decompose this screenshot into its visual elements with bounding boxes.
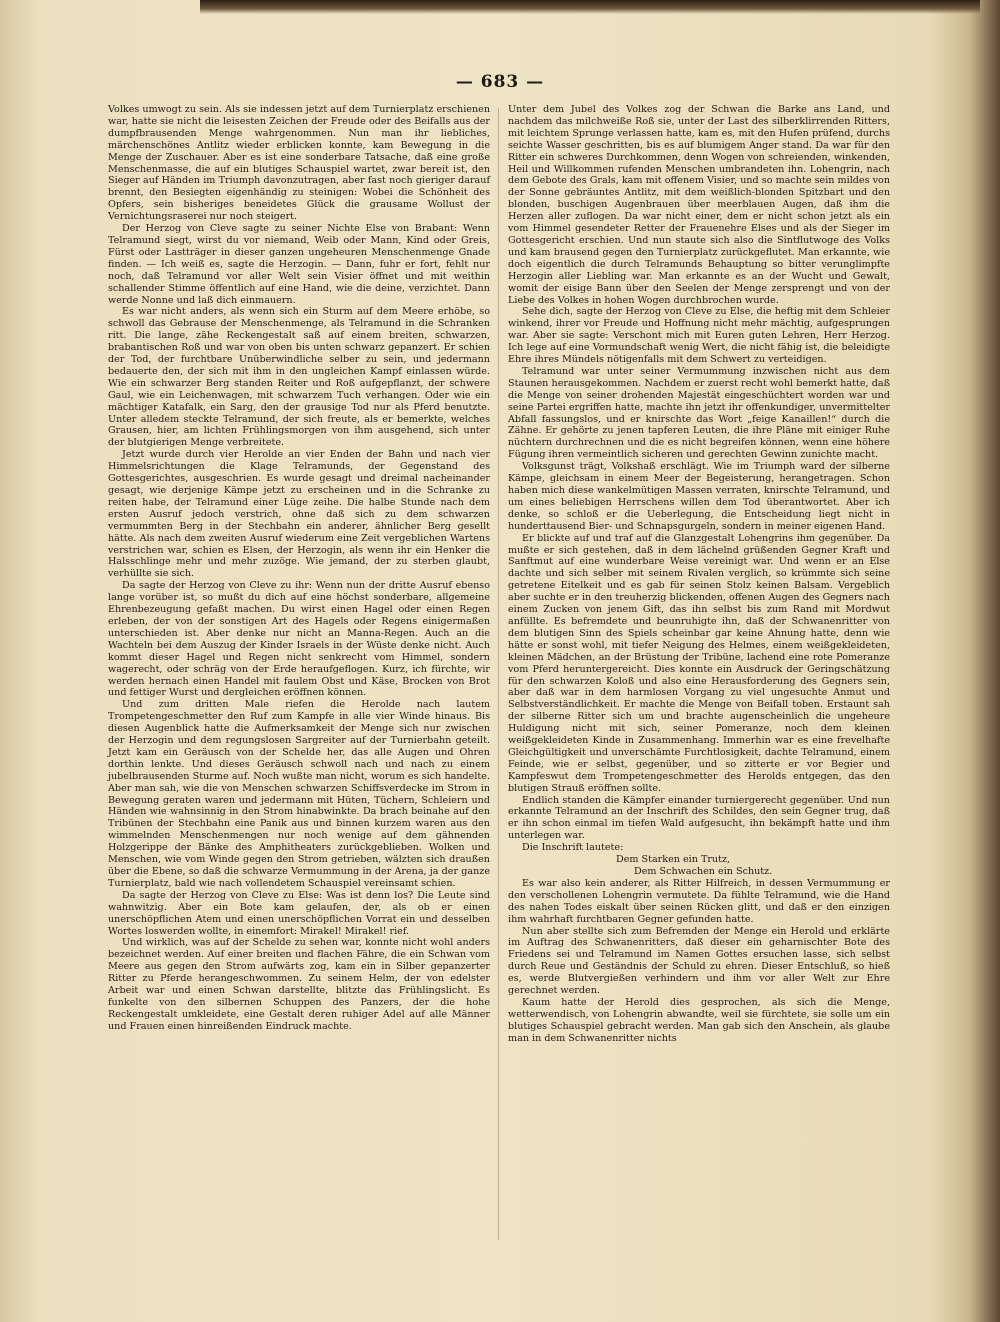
column-divider (498, 108, 499, 1240)
right-column-text-before-verse (508, 104, 890, 854)
paragraph: Der Herzog von Cleve sagte zu seiner Nichte Else von Brabant: Wenn Telramund siegt, wirst du vor niemand, Weib oder Mann, Kind oder Greis, Fürst oder Lastträger in dieser ganzen ungeheuren Menschenmenge Gnade finden. — Ich weiß es, sagte die Herzogin. — Dann, fuhr er fort, fehlt nur noch, daß Telramund vor aller Welt sein Visier öffnet und mit weithin schallender Stimme öffentlich auf eine Hand, wie die deine, verzichtet. Dann werde Nonne und laß dich einmauern. (108, 223, 490, 306)
verse-line: Dem Starken ein Trutz, (616, 854, 731, 866)
paragraph: Und wirklich, was auf der Schelde zu sehen war, konnte nicht wohl anders bezeichnet werden. Auf einer breiten und flachen Fähre, die ein Schwan vom Meere aus gegen den Strom aufwärts zog, kam ein in Silber gepanzerter Ritter zu Pferde herangeschwommen. Zu seinem Helm, der von edelster Arbeit war und einen Schwan darstellte, blitzte das Frühlingslicht. Es funkelte von den silbernen Schuppen des Panzers, der die hohe Reckengestalt umkleidete, eine Gestalt deren ruhiger Adel auf alle Männer und Frauen einen hinreißenden Eindruck machte. (108, 937, 490, 1032)
page-number: — 683 — (455, 72, 545, 92)
paragraph: Unter dem Jubel des Volkes zog der Schwan die Barke ans Land, und nachdem das milchweiße Roß sie, unter der Last des silberklirrenden Ritters, mit leichtem Sprunge verlassen hatte, kam es, mit den Hufen prüfend, durchs seichte Wasser geschritten, bis es auf blumigem Anger stand. Da war für den Ritter ein schweres Durchkommen, denn Wogen von schreienden, winkenden, Heil und Willkommen rufenden Menschen umbrandeten ihn. Lohengrin, nach dem Gebote des Grals, kam mit offenem Visier, und so machte sein mildes von der Sonne gebräuntes Antlitz, mit dem weißlich-blonden Spitzbart und den blonden, buschigen Augenbrauen über meerblauen Augen, daß ihm die Herzen aller zuflogen. Da war nicht einer, dem er nicht schon jetzt als ein vom Himmel gesendeter Retter der Frauenehre Elses und als der Sieger im Gottesgericht erschien. Und nun staute sich also die Sintflutwoge des Volks und kam brausend gegen den Turnierplatz zurückgeflutet. Man erkannte, wie doch eigentlich die durch Telramunds Behauptung so bitter verunglimpfte Herzogin aller Liebling war. Man erkannte es an der Wucht und Gewalt, womit der eisige Bann über den Seelen der Menge zersprengt und von der Liebe des Volkes in hohen Wogen durchbrochen wurde. (508, 104, 890, 306)
shield-inscription-verse (508, 854, 890, 878)
paragraph: Volkes umwogt zu sein. Als sie indessen jetzt auf dem Turnierplatz erschienen war, hatte sie nicht die leisesten Zeichen der Freude oder des Beifalls aus der dumpfbrausenden Menge wahrgenommen. Nun man ihr liebliches, märchenschönes Antlitz wieder erblicken konnte, kam Bewegung in die Menge der Zuschauer. Aber es ist eine sonderbare Tatsache, daß eine große Menschenmasse, die auf ein blutiges Schauspiel wartet, zwar bereit ist, den Sieger auf Händen im Triumph davonzutragen, aber fast noch gieriger darauf brennt, den Besiegten eigenhändig zu steinigen: Wobei die Schönheit des Opfers, sein bisheriges beneidetes Glück die grausame Wollust der Vernichtungsraserei nur noch steigert. (108, 104, 490, 223)
paragraph: Und zum dritten Male riefen die Herolde nach lautem Trompetengeschmetter den Ruf zum Kampfe in alle vier Winde hinaus. Bis diesen Augenblick hatte die Aufmerksamkeit der Menge sich nur zwischen der Herzogin und dem regungslosen Sargreiter auf der Turnierbahn geteilt. Jetzt kam ein Geräusch von der Schelde her, das alle Augen und Ohren dorthin lenkte. Und dieses Geräusch schwoll nach und nach zu einem jubelbrausenden Sturme auf. Noch wußte man nicht, worum es sich handelte. Aber man sah, wie die von Menschen schwarzen Schiffsverdecke im Strom in Bewegung geraten waren und jedermann mit Hüten, Tüchern, Schleiern und Händen wie wahnsinnig in den Strom hinabwinkte. Da brach beinahe auf den Tribünen der Stechbahn eine Panik aus und binnen kurzem waren aus den wimmelnden Menschenmengen nur noch wenige auf dem gähnenden Holzgerippe der Bänke des Amphitheaters zurückgeblieben. Wolken und Menschen, wie vom Winde gegen den Strom getrieben, wälzten sich draußen über die Ebene, so daß die schwarze Vermummung in der Arena, ja der ganze Turnierplatz, bald wie nach vollendetem Schauspiel vereinsamt schien. (108, 699, 490, 889)
right-column-text-after-verse (508, 878, 890, 1045)
paragraph: Da sagte der Herzog von Cleve zu ihr: Wenn nun der dritte Ausruf ebenso lange vorüber ist, so mußt du dich auf eine höchst sonderbare, allgemeine Ehrenbezeugung gefaßt machen. Du wirst einen Hagel oder einen Regen erleben, der von der sonstigen Art des Hagels oder Regens einigermaßen unterschieden ist. Aber denke nur nicht an Manna-Regen. Auch an die Wachteln bei dem Auszug der Kinder Israels in der Wüste denke nicht. Auch kommt dieser Hagel und Regen nicht senkrecht vom Himmel, sondern wagerecht, oder schräg von der Erde heraufgeflogen. Kurz, ich fürchte, wir werden hernach einen Handel mit faulem Obst und Käse, Brocken von Brot und fettiger Wurst und dergleichen eröffnen können. (108, 580, 490, 699)
verse-line: Dem Schwachen ein Schutz. (634, 866, 773, 877)
paragraph: Telramund war unter seiner Vermummung inzwischen nicht aus dem Staunen herausgekommen. Nachdem er zuerst recht wohl bemerkt hatte, daß die Menge von seiner drohenden Majestät eingeschüchtert worden war und seine Partei ergriffen hatte, machte ihn jetzt ihr offenkundiger, unvermittelter Abfall fassungslos, und er knirschte das Wort „feige Kanaillen!“ durch die Zähne. Er gehörte zu jenen tapferen Leuten, die ihre Pläne mit einiger Ruhe nüchtern durchrechnen und die es nicht begreifen können, wenn eine höhere Fügung ihren vermeintlich sicheren und gerechten Gewinn zunichte macht. (508, 365, 890, 461)
paragraph: Er blickte auf und traf auf die Glanzgestalt Lohengrins ihm gegenüber. Da mußte er sich gestehen, daß in dem lächelnd grüßenden Gegner Kraft und Sanftmut auf eine wunderbare Weise vereinigt war. Und wenn er an Else dachte und sich selber mit seinem Rivalen verglich, so krümmte sich seine getretene Eitelkeit und es gab für seinen Stolz keinen Balsam. Vergeblich aber suchte er in den treuherzig blickenden, offenen Augen des Gegners nach einem Zucken von jenem Gift, das ihn selbst bis zum Rand mit Mordwut anfüllte. Es befremdete und beunruhigte ihn, daß der Schwanenritter von dem blutigen Sinn des Spiels scheinbar gar keine Ahnung hatte, denn wie hätte er sonst wohl, mit tiefer Neigung des Helmes, einem weißgekleideten, kleinen Mädchen, an der Brüstung der Tribüne, lachend eine rote Pomeranze vom Pferd heruntergereicht. Dies konnte ein Ausdruck der Geringschätzung für den schwarzen Koloß und also eine Herausforderung des Gegners sein, aber daß war in dem harmlosen Vorgang zu viel ungesuchte Anmut und Selbstverständlichkeit. Er machte die Menge von Beifall toben. Erstaunt sah der silberne Ritter sich um und brachte augenscheinlich die ungeheure Huldigung nicht mit sich, seiner Pomeranze, noch dem kleinen weißgekleideten Kinde in Zusammenhang. Immerhin war es eine frevelhafte Gleichgültigkeit und unverschämte Furchtlosigkeit, dachte Telramund, einem Feinde, wie er selbst, gegenüber, und so zitterte er vor Begier und Kampfeswut dem Trompetengeschmetter des Herolds entgegen, das den blutigen Strauß eröffnen sollte. (508, 532, 890, 794)
paragraph: Es war nicht anders, als wenn sich ein Sturm auf dem Meere erhöbe, so schwoll das Gebrause der Menschenmenge, als Telramund in die Schranken ritt. Die lange, zähe Reckengestalt saß auf einem breiten, schwarzen, brabantischen Roß und war von oben bis unten schwarz gepanzert. Er schien der Tod, der furchtbare Unüberwindliche selber zu sein, und jedermann bedauerte den, der sich mit ihm in den ungleichen Kampf einlassen würde. Wie ein schwarzer Berg standen Reiter und Roß aufgepflanzt, der schwere Gaul, wie ein Leichenwagen, mit schwarzem Tuch verhangen. Oder wie ein mächtiger Katafalk, ein Sarg, den der grausige Tod nur als Pferd benutzte. Unter alledem steckte Telramund, der sich freute, als er bemerkte, welches Grausen, hier, am lichten Frühlingsmorgen von ihm ausgehend, sich unter der blutgierigen Menge verbreitete. (108, 306, 490, 449)
paragraph: Nun aber stellte sich zum Befremden der Menge ein Herold und erklärte im Auftrag des Schwanenritters, daß dieser ein geharnischter Bote des Friedens sei und Telramund im Namen Gottes ersuchen lasse, sich selbst durch Reue und Geständnis der Schuld zu ehren. Dieser Entschluß, so hieß es, werde Blutvergießen verhindern und ihm vor aller Welt zur Ehre gerechnet werden. (508, 925, 890, 997)
paragraph: Volksgunst trägt, Volkshaß erschlägt. Wie im Triumph ward der silberne Kämpe, gleichsam in einem Meer der Begeisterung, herangetragen. Schon haben mich diese wankelmütigen Massen verraten, knirschte Telramund, und um eines beliebigen Herrschens willen dem Tod überantwortet. Aber ich denke, so schloß er die Ueberlegung, die Entscheidung liegt nicht in hunderttausend Bier- und Schnapsgurgeln, sondern in meiner eigenen Hand. (508, 461, 890, 532)
paragraph: Da sagte der Herzog von Cleve zu Else: Was ist denn los? Die Leute sind wahnwitzig. Aber ein Bote kam gelaufen, der, als ob er einen unerschöpflichen Atem und einen unerschöpflichen Vorrat ein und desselben Wortes loswerden wollte, in einemfort: Mirakel! Mirakel! rief. (108, 889, 490, 937)
paragraph: Kaum hatte der Herold dies gesprochen, als sich die Menge, wetterwendisch, von Lohengrin abwandte, weil sie fürchtete, sie solle um ein blutiges Schauspiel gebracht werden. Man gab sich den Anschein, als glaube man in dem Schwanenritter nichts (508, 996, 890, 1044)
paragraph: Jetzt wurde durch vier Herolde an vier Enden der Bahn und nach vier Himmelsrichtungen die Klage Telramunds, der Gegenstand des Gottesgerichtes, ausgeschrien. Es wurde gesagt und dreimal nacheinander gesagt, wie derjenige Kämpe jetzt zu erscheinen und in die Schranke zu reiten habe, der Telramund einer Lüge zeihe. Die halbe Stunde nach dem ersten Ausruf jedoch verstrich, ohne daß sich zu dem schwarzen vermummten Berg in der Stechbahn ein anderer, ähnlicher Berg gesellt hätte. Als nach dem zweiten Ausruf wiederum eine Zeit vergeblichen Wartens verstrichen war, schien es Elsen, der Herzogin, als wenn ihr ein Henker die Halsschlinge mehr und mehr zuzöge. Wie jemand, der zu sterben glaubt, verhüllte sie sich. (108, 449, 490, 580)
paragraph: Endlich standen die Kämpfer einander turniergerecht gegenüber. Und nun erkannte Telramund an der Inschrift des Schildes, den sein Gegner trug, daß er ihn schon einmal im tiefen Wald aufgesucht, ihn bekämpft hatte und ihm unterlegen war. (508, 794, 890, 842)
paragraph: Es war also kein anderer, als Ritter Hilfreich, in dessen Vermummung er den verschollenen Lohengrin vermutete. Da fühlte Telramund, wie die Hand des nahen Todes eiskalt über seinen Rücken glitt, und daß er den einzigen ihm wahrhaft furchtbaren Gegner gefunden hatte. (508, 877, 890, 925)
left-column (108, 104, 490, 1033)
paragraph: Die Inschrift lautete: (522, 842, 624, 854)
right-column (508, 104, 890, 1045)
paragraph: Sehe dich, sagte der Herzog von Cleve zu Else, die heftig mit dem Schleier winkend, ihrer vor Freude und Hoffnung nicht mehr mächtig, aufgesprungen war. Aber sie sagte: Verschont mich mit Euren guten Lehren, Herr Herzog. Ich lege auf eine Vormundschaft wenig Wert, die nicht fähig ist, die beleidigte Ehre ihres Mündels nötigenfalls mit dem Schwert zu verteidigen. (508, 306, 890, 366)
page-edge-shadow (200, 0, 980, 14)
